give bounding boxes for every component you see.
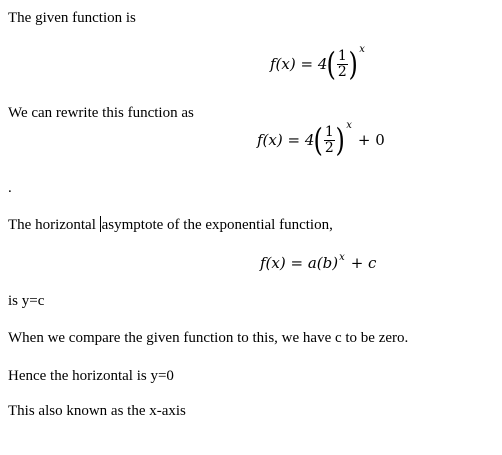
asymptote-text-post: asymptote of the exponential function, (101, 217, 333, 233)
eq3-tail: + c (350, 254, 377, 272)
equation-rewritten-function (257, 119, 385, 159)
eq2-numerator: 1 (324, 123, 334, 140)
eq3-lhs: f(x) = a(b) (260, 254, 339, 272)
eq2-tail: + 0 (357, 131, 385, 149)
eq1-close-paren: ) (348, 45, 358, 83)
x-axis-text: This also known as the x-axis (8, 403, 186, 419)
eq2-close-paren: ) (335, 121, 345, 159)
asymptote-text (8, 216, 333, 234)
eq1-numerator: 1 (337, 47, 347, 64)
stray-dot: . (8, 180, 12, 196)
asymptote-text-pre: The horizontal (8, 217, 100, 233)
eq1-exponent: x (359, 43, 365, 55)
text-cursor (100, 216, 101, 232)
equation-given-function (270, 43, 365, 83)
eq1-denominator: 2 (337, 63, 347, 80)
equation-general-form (260, 251, 377, 272)
eq1-open-paren: ( (326, 45, 337, 83)
eq1-lhs: f(x) = 4 (270, 55, 328, 73)
eq2-exponent: x (346, 119, 352, 131)
hence-text: Hence the horizontal is y=0 (8, 368, 174, 384)
is-yc-text: is y=c (8, 293, 45, 309)
eq2-denominator: 2 (324, 139, 334, 156)
rewrite-text: We can rewrite this function as (8, 105, 194, 121)
eq3-exponent: x (339, 251, 345, 263)
eq2-fraction (324, 125, 335, 156)
compare-text: When we compare the given function to this, we have c to be zero. (8, 330, 409, 346)
eq2-lhs: f(x) = 4 (257, 131, 315, 149)
eq2-open-paren: ( (313, 121, 324, 159)
eq1-fraction (337, 49, 348, 80)
intro-text: The given function is (8, 10, 136, 26)
